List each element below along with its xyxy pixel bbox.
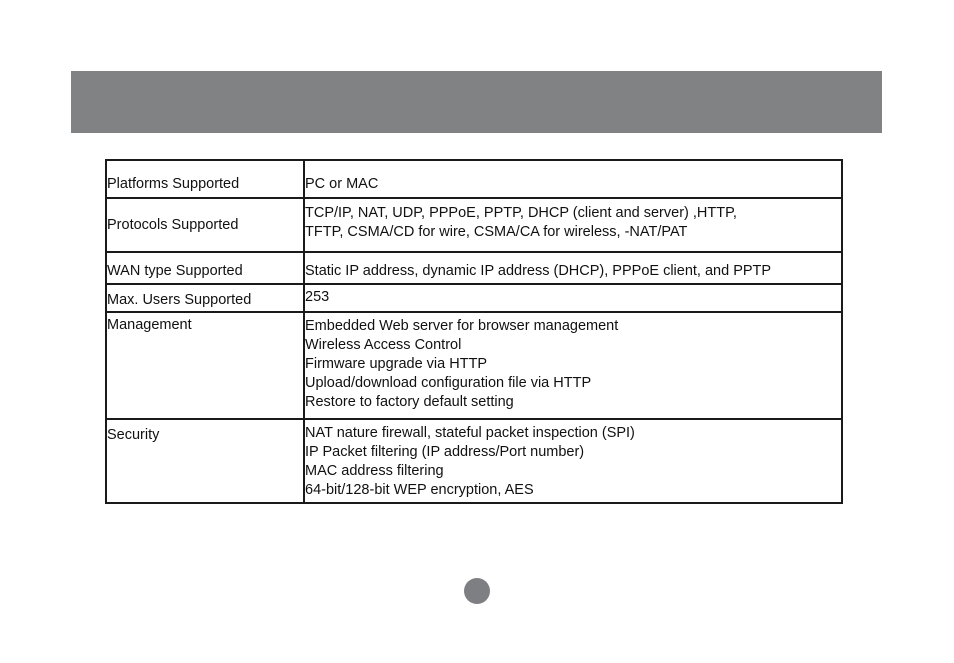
header-band <box>71 71 882 133</box>
spec-value: 253 <box>304 284 842 312</box>
spec-label: Security <box>106 419 304 503</box>
table-row <box>106 160 842 198</box>
table-row <box>106 312 842 419</box>
specifications-table <box>105 159 843 504</box>
table-row <box>106 284 842 312</box>
spec-label: WAN type Supported <box>106 252 304 284</box>
table-row <box>106 198 842 252</box>
spec-label: Max. Users Supported <box>106 284 304 312</box>
spec-label: Platforms Supported <box>106 160 304 198</box>
spec-label: Protocols Supported <box>106 198 304 252</box>
page-marker-dot <box>464 578 490 604</box>
table-row <box>106 419 842 503</box>
spec-label: Management <box>106 312 304 419</box>
spec-value: TCP/IP, NAT, UDP, PPPoE, PPTP, DHCP (client and server) ,HTTP, TFTP, CSMA/CD for wire, CSMA/CA for wireless, -NAT/PAT <box>304 198 842 252</box>
spec-value: Embedded Web server for browser management Wireless Access Control Firmware upgrade via HTTP Upload/download configuration file via HTTP Restore to factory default setting <box>304 312 842 419</box>
spec-value: NAT nature firewall, stateful packet inspection (SPI) IP Packet filtering (IP address/Port number) MAC address filtering 64-bit/128-bit WEP encryption, AES <box>304 419 842 503</box>
table-row <box>106 252 842 284</box>
spec-value: Static IP address, dynamic IP address (DHCP), PPPoE client, and PPTP <box>304 252 842 284</box>
spec-value: PC or MAC <box>304 160 842 198</box>
